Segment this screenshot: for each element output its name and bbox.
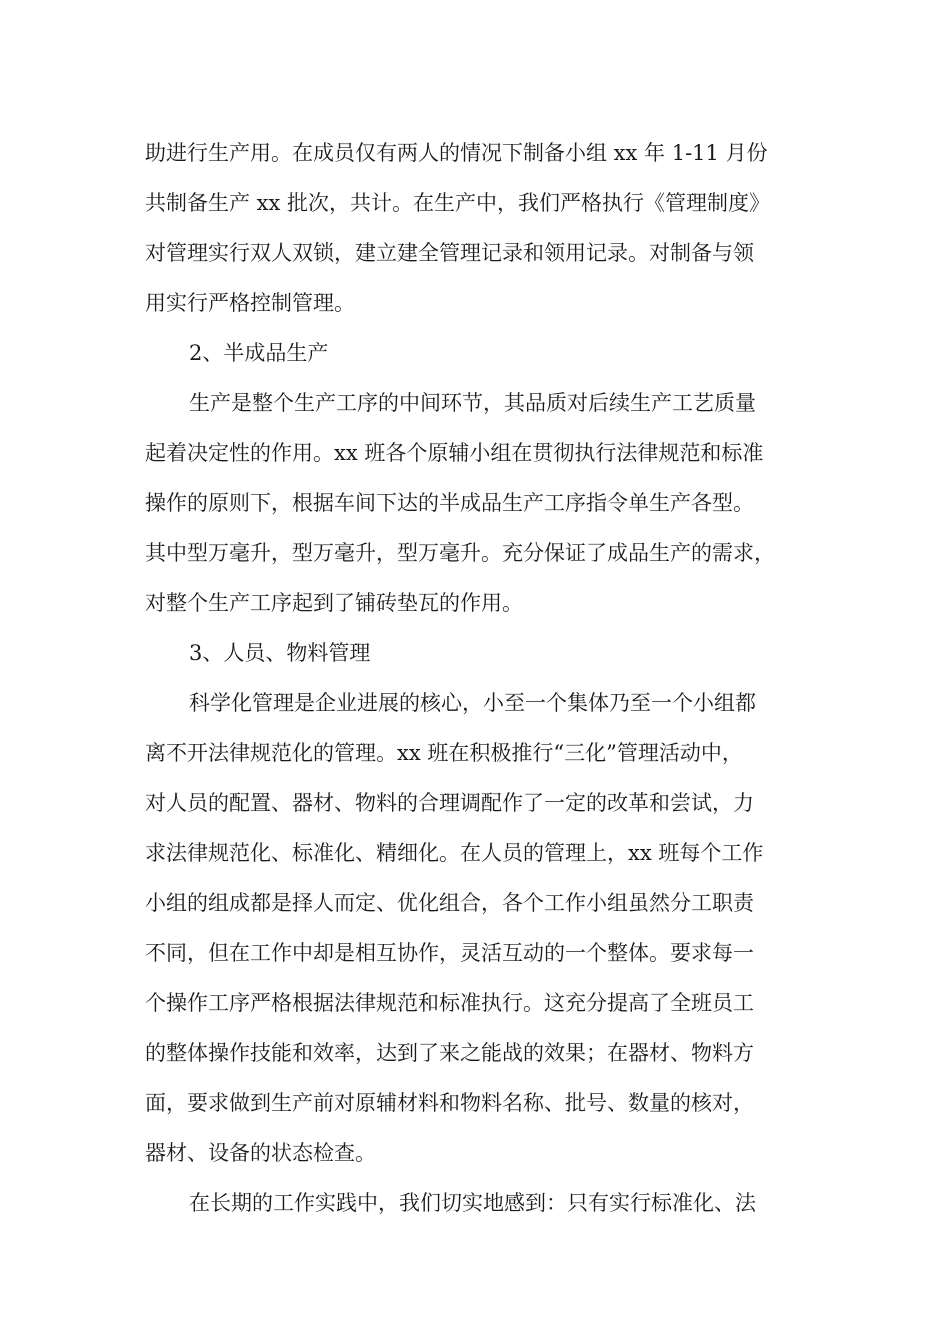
paragraph-line: 求法律规范化、标准化、精细化。在人员的管理上，xx 班每个工作 (145, 841, 764, 865)
paragraph-line: 器材、设备的状态检查。 (145, 1141, 376, 1165)
paragraph-line: 科学化管理是企业进展的核心，小至一个集体乃至一个小组都 (189, 691, 756, 715)
paragraph-line: 操作的原则下，根据车间下达的半成品生产工序指令单生产各型。 (145, 491, 754, 515)
paragraph-line: 小组的组成都是择人而定、优化组合，各个工作小组虽然分工职责 (145, 891, 754, 915)
paragraph-line: 不同，但在工作中却是相互协作，灵活互动的一个整体。要求每一 (145, 941, 754, 965)
paragraph-line: 对管理实行双人双锁，建立建全管理记录和领用记录。对制备与领 (145, 241, 754, 265)
paragraph-line: 生产是整个生产工序的中间环节，其品质对后续生产工艺质量 (189, 391, 756, 415)
paragraph-line: 的整体操作技能和效率，达到了来之能战的效果；在器材、物料方 (145, 1041, 754, 1065)
paragraph-line: 离不开法律规范化的管理。xx 班在积极推行“三化”管理活动中， (145, 741, 743, 765)
paragraph-line: 用实行严格控制管理。 (145, 291, 355, 315)
paragraph-line: 对人员的配置、器材、物料的合理调配作了一定的改革和尝试，力 (145, 791, 754, 815)
paragraph-line: 对整个生产工序起到了铺砖垫瓦的作用。 (145, 591, 523, 615)
section-heading: 2、半成品生产 (189, 341, 329, 365)
paragraph-line: 起着决定性的作用。xx 班各个原辅小组在贯彻执行法律规范和标准 (145, 441, 764, 465)
document-body (145, 128, 815, 1228)
paragraph-line: 面，要求做到生产前对原辅材料和物料名称、批号、数量的核对， (145, 1091, 754, 1115)
paragraph-line: 助进行生产用。在成员仅有两人的情况下制备小组 xx 年 1-11 月份 (145, 141, 768, 165)
paragraph-line: 在长期的工作实践中，我们切实地感到：只有实行标准化、法 (189, 1191, 756, 1215)
paragraph-line: 个操作工序严格根据法律规范和标准执行。这充分提高了全班员工 (145, 991, 754, 1015)
section-heading: 3、人员、物料管理 (189, 641, 371, 665)
paragraph-line: 共制备生产 xx 批次，共计。在生产中，我们严格执行《管理制度》 (145, 191, 771, 215)
paragraph-line: 其中型万毫升，型万毫升，型万毫升。充分保证了成品生产的需求， (145, 541, 775, 565)
